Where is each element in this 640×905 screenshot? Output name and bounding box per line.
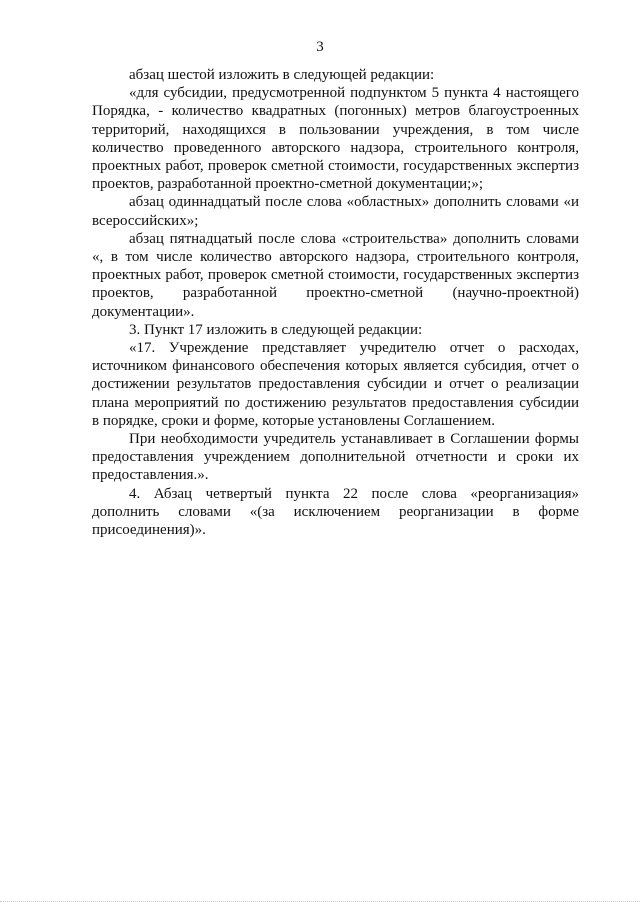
paragraph-1	[92, 66, 579, 84]
text-line: абзац шестой изложить в следующей редакции:	[129, 67, 435, 83]
document-body	[92, 66, 579, 539]
text-line: проектов, разработанной проектно-сметной (научно-проектной)	[92, 285, 579, 302]
text-line: всероссийских»;	[92, 212, 199, 229]
text-line: «для субсидии, предусмотренной подпунктом 5 пункта 4 настоящего	[129, 85, 579, 102]
text-line: предоставления учреждением дополнительной отчетности и сроки их	[92, 449, 579, 466]
text-line: «17. Учреждение представляет учредителю отчет о расходах,	[129, 340, 579, 357]
text-line: абзац пятнадцатый после слова «строительства» дополнить словами	[129, 230, 579, 247]
text-line: достижении результатов предоставления субсидии и отчет о реализации	[92, 376, 579, 393]
text-line: Порядка, - количество квадратных (погонных) метров благоустроенных	[92, 103, 579, 120]
text-line: «, в том числе количество авторского надзора, строительного контроля,	[92, 249, 579, 266]
page-number: 3	[316, 39, 324, 55]
text-line: плана мероприятий по достижению результатов предоставления субсидии	[92, 394, 579, 411]
text-line: дополнить словами «(за исключением реорганизации в форме	[92, 503, 579, 520]
text-line: проектных работ, проверок сметной стоимости, государственных экспертиз	[92, 158, 579, 175]
paragraph-2	[92, 84, 579, 193]
text-line: 4. Абзац четвертый пункта 22 после слова «реорганизация»	[129, 485, 579, 502]
paragraph-8	[92, 485, 579, 540]
text-line: в порядке, сроки и форме, которые установлены Соглашением.	[92, 412, 495, 429]
text-line: 3. Пункт 17 изложить в следующей редакции:	[129, 321, 423, 338]
paragraph-3	[92, 193, 579, 229]
paragraph-6	[92, 339, 579, 430]
text-line: При необходимости учредитель устанавливает в Соглашении формы	[129, 431, 579, 448]
paragraph-7	[92, 430, 579, 485]
text-line: проектных работ, проверок сметной стоимости, государственных экспертиз	[92, 267, 579, 284]
text-line: предоставления.».	[92, 467, 209, 484]
text-line: количество проведенного авторского надзора, строительного контроля,	[92, 139, 579, 156]
paragraph-4	[92, 230, 579, 321]
text-line: документации».	[92, 303, 195, 320]
text-line: территорий, находящихся в пользовании учреждения, в том числе	[92, 121, 579, 138]
paragraph-5	[92, 321, 579, 339]
text-line: источником финансового обеспечения которых является субсидия, отчет о	[92, 358, 579, 375]
scan-edge-line	[0, 901, 640, 903]
text-line: присоединения)».	[92, 522, 206, 539]
text-line: абзац одиннадцатый после слова «областных» дополнить словами «и	[129, 194, 579, 211]
text-line: проектов, разработанной проектно-сметной документации;»;	[92, 176, 484, 193]
